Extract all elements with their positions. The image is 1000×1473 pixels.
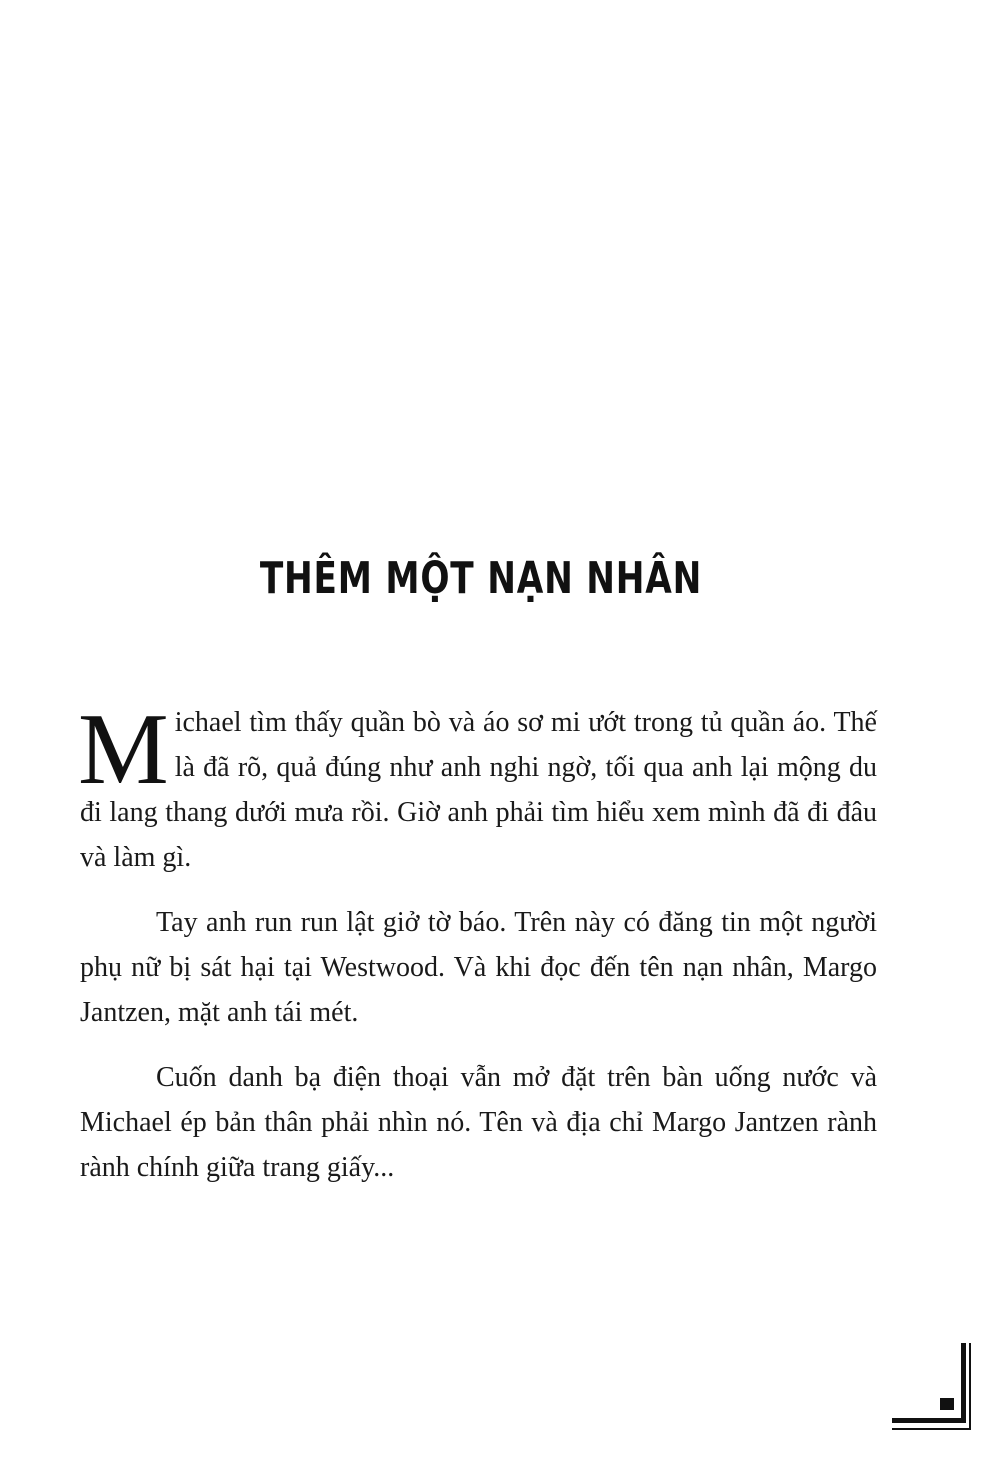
corner-ornament-vertical-outer	[969, 1343, 971, 1430]
page-marker-icon	[940, 1398, 954, 1410]
corner-ornament-vertical	[961, 1343, 966, 1423]
paragraph-3: Cuốn danh bạ điện thoại vẫn mở đặt trên bàn uống nước và Michael ép bản thân phải nhìn nó. Tên và địa chỉ Margo Jantzen rành rành chính giữa trang giấy...	[80, 1062, 877, 1183]
paragraph-1-text: ichael tìm thấy quần bò và áo sơ mi ướt trong tủ quần áo. Thế là đã rõ, quả đúng như anh nghi ngờ, tối qua anh lại mộng du đi lang thang dưới mưa rồi. Giờ anh phải tìm hiểu xem mình đã đi đâu và làm gì.	[80, 707, 877, 873]
corner-ornament-horizontal	[892, 1418, 966, 1423]
corner-ornament-horizontal-outer	[892, 1428, 971, 1430]
chapter-body	[78, 693, 877, 1210]
drop-cap: M	[78, 693, 169, 806]
chapter-title: THÊM MỘT NẠN NHÂN	[259, 553, 703, 604]
paragraph-1	[78, 693, 877, 880]
paragraph-2: Tay anh run run lật giở tờ báo. Trên này có đăng tin một người phụ nữ bị sát hại tại Westwood. Và khi đọc đến tên nạn nhân, Margo Jantzen, mặt anh tái mét.	[80, 907, 877, 1028]
